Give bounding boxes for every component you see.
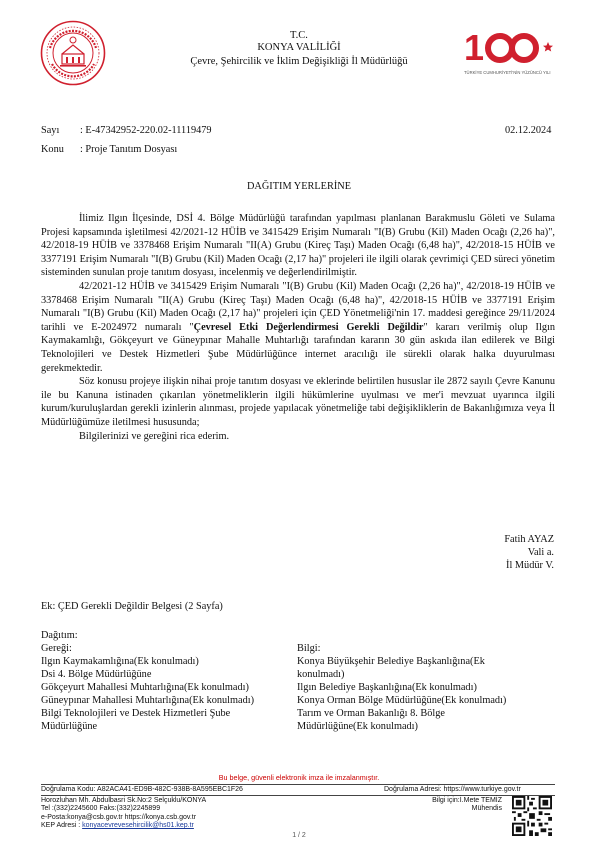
paragraph-4: Bilgilerinizi ve gereğini rica ederim. [79,430,230,442]
paragraph-3: Söz konusu projeye ilişkin nihai proje tanıtım dosyası ve eklerinde belirtilen hususlar ile 2872 sayılı Çevre Kanunu ile bu Kanuna istinaden çıkarılan yönetmeliklerin ilgili hükümlerine uyulması ve mer'i mevzuat uyarınca ilgili kurum/kuruluşlardan gerekli izinlerin alınması, projede yapılacak yönetmeliğe tabi değişikliklerin de Bakanlığımıza veya İl Müdürlüğümüze iletilmesi hususunda; [41,376,555,428]
sayi-label: Sayı [41,125,60,136]
sayi-value: : E-47342952-220.02-11119479 [80,125,212,136]
list-item: Güneypınar Mahallesi Muhtarlığına(Ek konulmadı) [41,695,255,706]
attachment-line: Ek: ÇED Gerekli Değildir Belgesi (2 Sayfa) [41,601,223,612]
bilgi-label: Bilgi: [297,643,321,654]
letter-body [41,212,555,443]
info-block [408,797,502,814]
kep-line [41,822,206,830]
footer-divider [41,784,555,785]
list-item: Müdürlüğüne(Ek konulmadı) [297,721,418,732]
esign-note: Bu belge, güvenli elektronik imza ile imzalanmıştır. [218,773,380,782]
info-person: Bilgi için:İ.Mete TEMİZ [432,797,502,804]
header-directorate: Çevre, Şehircilik ve İklim Değişikliği İl Müdürlüğü [190,56,408,67]
list-item: Ilgın Kaymakamlığına(Ek konulmadı) [41,656,199,667]
paragraph-1: İlimiz Ilgın İlçesinde, DSİ 4. Bölge Müdürlüğü tarafından yapılması planlanan Barakmuslu Göleti ve Sulama Projesi kapsamında işletilmesi 42/2021-12 HÜİB ve 3415429 Erişim Numaralı "I(B) Grubu (Kil) Maden Ocağı (2,26 ha)", 42/2018-19 HÜİB ve 3378468 Erişim Numaralı "II(A) Grubu (Kireç Taşı) Maden Ocağı (6,48 ha)", 42/2018-15 HÜİB ve 3377191 Erişim Numaralı "I(B) Grubu (Kil) Maden Ocağı (2,17 ha)" projeleri ile ilgili olarak çevrimiçi ÇED süreci yönetim sisteminden sunulan proje tanıtım dosyası, incelenmiş ve değerlendirilmiştir. [41,213,555,279]
signer-title-1: Vali a. [527,547,554,558]
header-governorship: KONYA VALİLİĞİ [257,42,341,53]
list-item: Tarım ve Orman Bakanlığı 8. Bölge [297,708,445,719]
verification-code: Doğrulama Kodu: A82ACA41-ED9B-482C-938B-8A595EBC1F26 [41,786,243,793]
verification-address: Doğrulama Adresi: https://www.turkiye.gov.tr [384,786,521,793]
paragraph-2-start: 42/2021-12 HÜİB ve 3415429 Erişim Numaralı "I(B) Grubu (Kil) Maden Ocağı (2,26 ha)", 42/2018-19 HÜİB ve 3378468 Erişim Numaralı "II(A) Grubu (Kireç Taşı) Maden Ocağı (6,48 ha)", 42/2018-15 HÜİB ve 3377191 Erişim Numaralı "I(B) Grubu (Kil) Maden Ocağı (2,17 ha)" projeleri için ÇED Yönetmeliği'nin 17. maddesi gereğince 29/11/2024 tarihli ve E-2024972 numaralı " [41,280,555,333]
paragraph-2-bold: Çevresel Etki Değerlendirmesi Gerekli Değildir [193,321,424,333]
document-date: 02.12.2024 [505,125,552,136]
signature-block [504,533,554,572]
info-title: Mühendis [471,805,502,813]
svg-text:1: 1 [464,27,485,68]
footer-divider [41,795,555,796]
list-item: Ilgın Belediye Başkanlığına(Ek konulmadı) [297,682,477,693]
gereği-label: Gereği: [41,643,72,654]
logo100-caption: TÜRKİYE CUMHURİYETİ'NİN YÜZÜNCÜ YILI [464,70,551,75]
list-item: Konya Orman Bölge Müdürlüğüne(Ek konulmadı) [297,695,507,706]
page-number: 1 / 2 [292,832,306,839]
phone-line: Tel :(332)2245600 Faks:(332)2245899 [41,805,161,813]
list-item: konulmadı) [297,669,345,680]
distribution-label: Dağıtım: [41,630,78,641]
signer-title-2: İl Müdür V. [506,560,554,571]
distribution-gereği [41,642,296,733]
distribution-bilgi [297,642,562,733]
list-item: Dsi 4. Bölge Müdürlüğüne [41,669,152,680]
address-line: Horozluhan Mh. Abdulbasri Sk.No:2 Selçuklu/KONYA [41,797,207,804]
konu-label: Konu [41,144,64,155]
contact-block [41,797,206,831]
kep-address-link[interactable]: konyacevrevesehircilik@hs01.kep.tr [82,822,194,830]
header-tc: T.C. [290,30,308,41]
qr-code-icon [511,796,553,836]
list-item: Bilgi Teknolojileri ve Destek Hizmetleri Şube [41,708,231,719]
signer-name: Fatih AYAZ [504,534,554,545]
paragraph-2-end: " kararı verilmiş olup Ilgın Kaymakamlığı, Gökçeyurt ve Güneypınar Mahalle Muhtarlığı tarafından kararın 30 gün askıda ilan edilerek ve Bilgi Teknolojileri ve Destek Hizmetleri Şube Müdürlüğünce internet aracılığı ile sürekli olarak halka duyurulması gerekmektedir. [41,321,556,374]
konu-value: : Proje Tanıtım Dosyası [80,144,178,155]
page-title: DAĞITIM YERLERİNE [247,181,351,192]
email-line: e-Posta:konya@csb.gov.tr https://konya.csb.gov.tr [41,813,197,821]
list-item: Konya Büyükşehir Belediye Başkanlığına(Ek [297,656,485,667]
list-item: Müdürlüğüne [41,721,98,732]
list-item: Gökçeyurt Mahallesi Muhtarlığına(Ek konulmadı) [41,682,249,693]
republic-100-year-logo [462,26,554,80]
paragraph-2 [41,280,555,375]
kep-label: KEP Adresi : [41,822,83,830]
